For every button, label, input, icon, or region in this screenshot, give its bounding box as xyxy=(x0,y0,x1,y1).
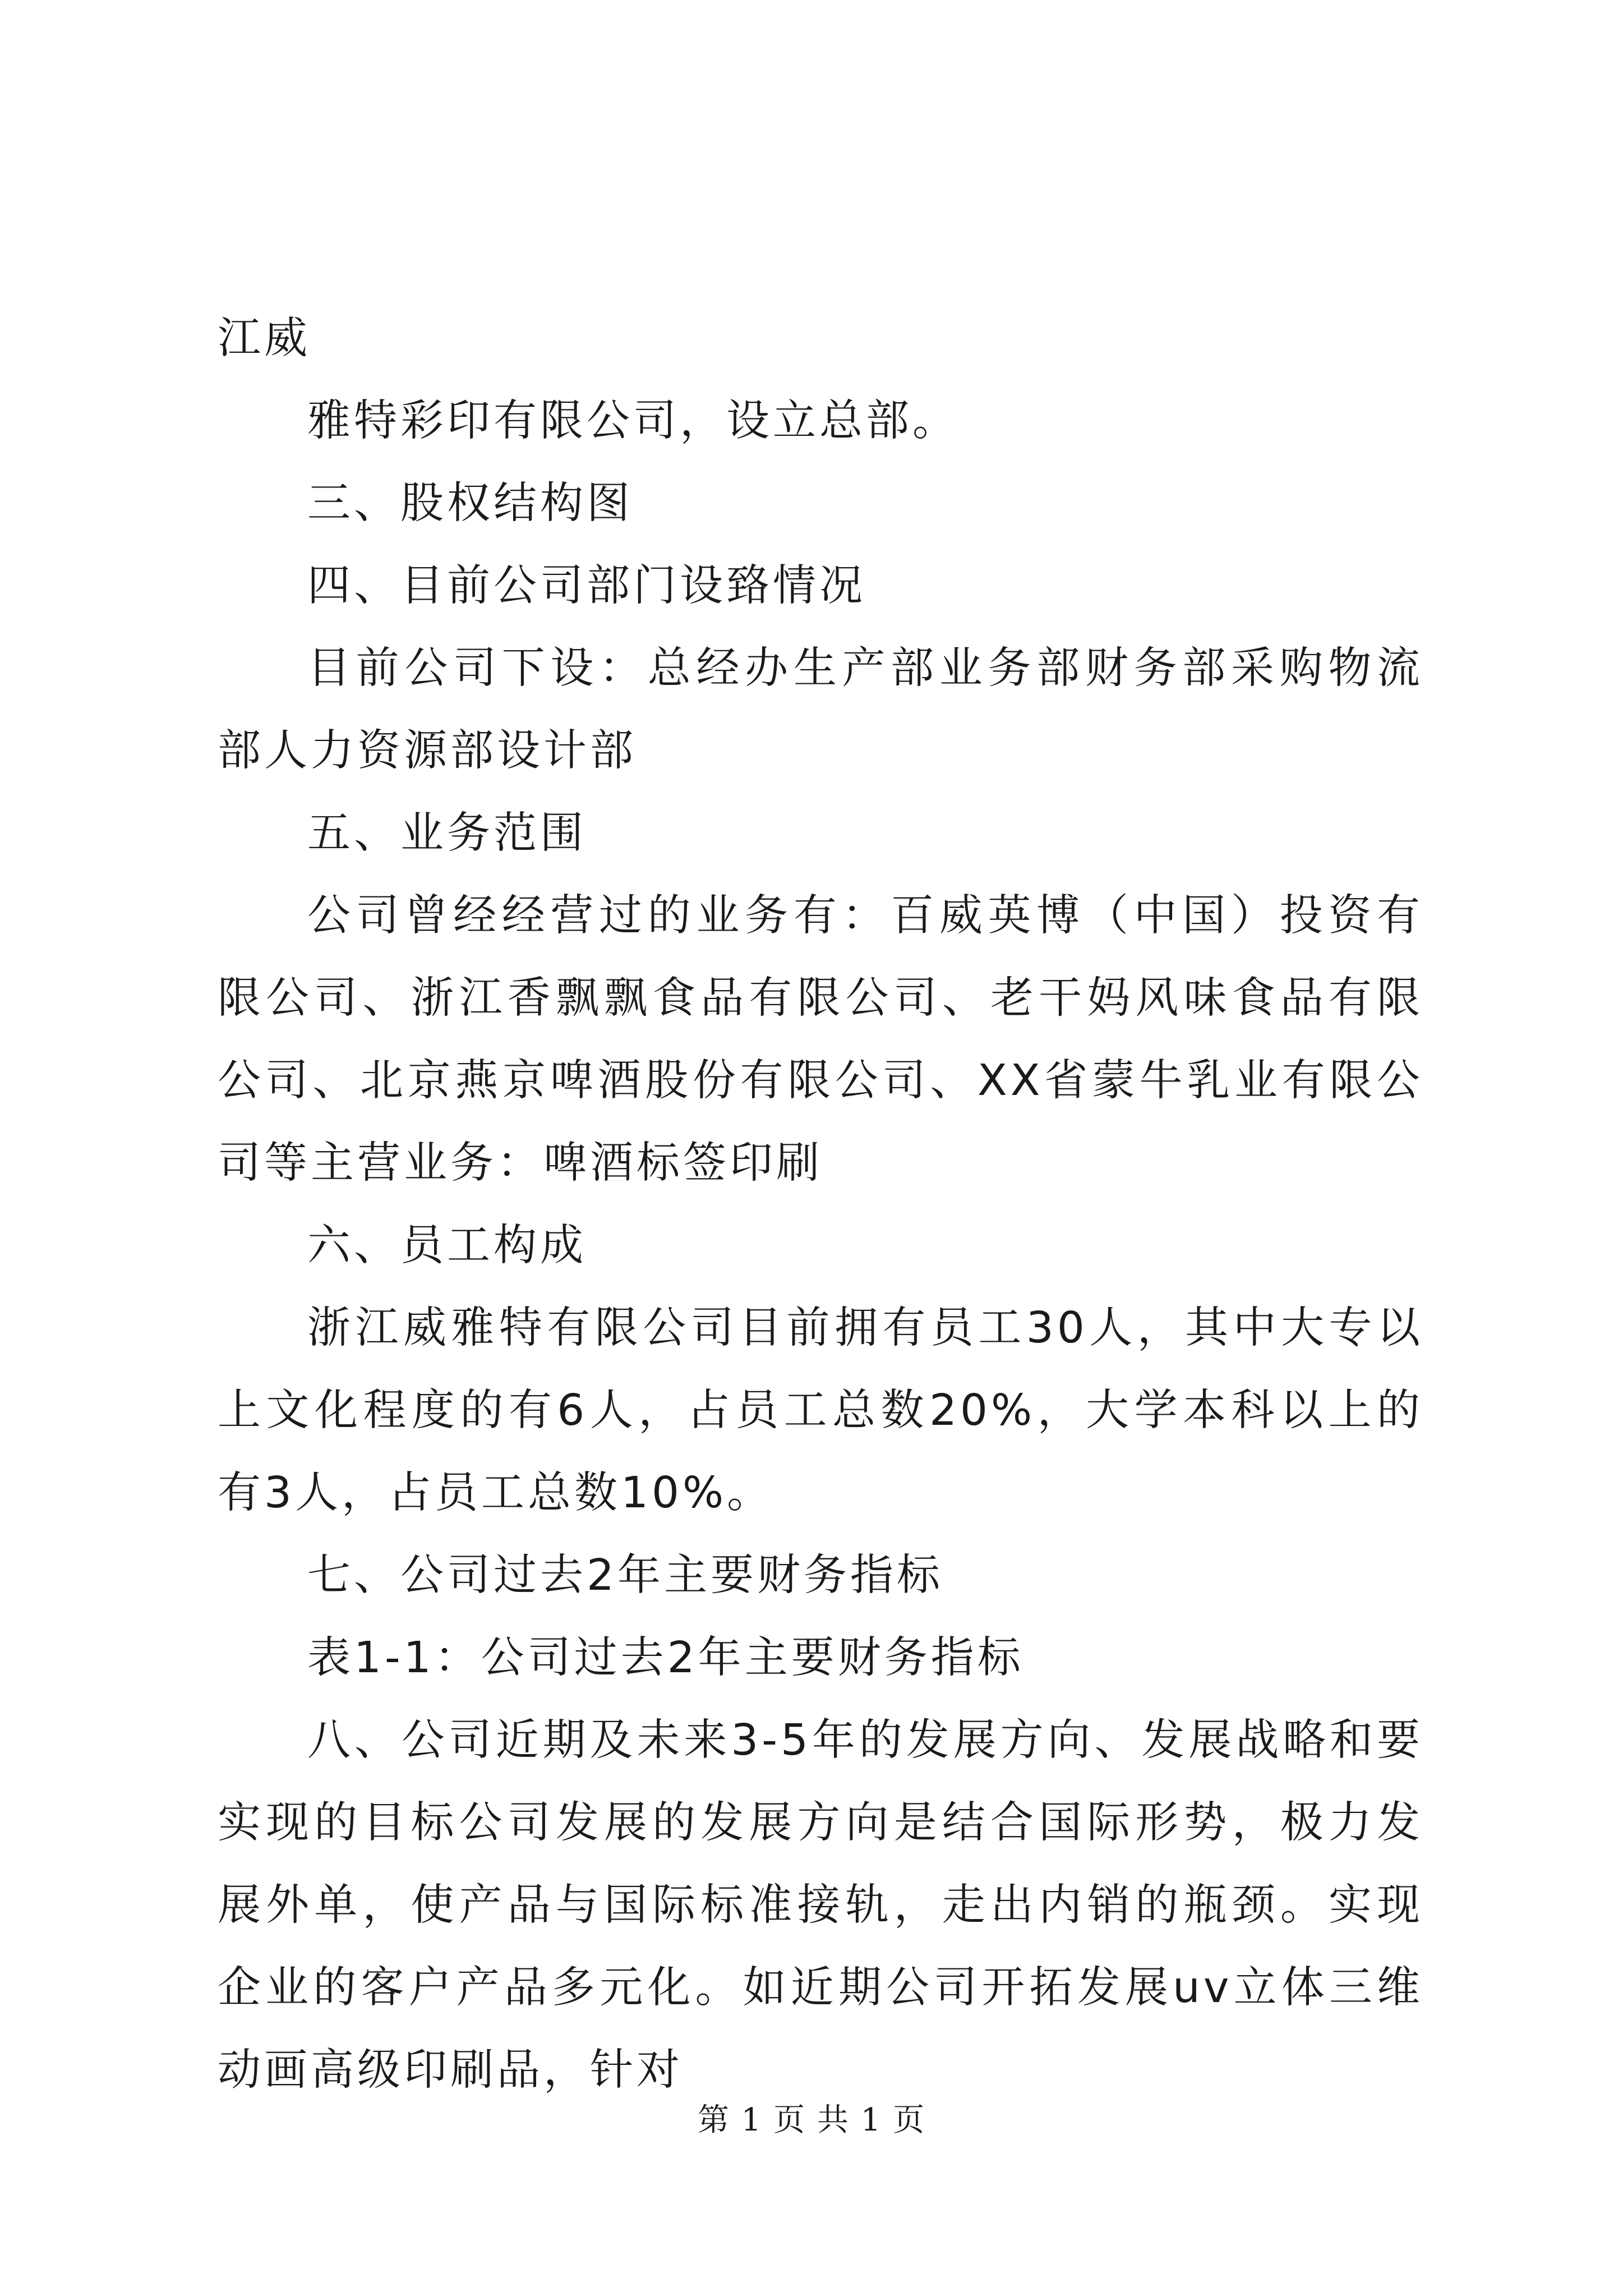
paragraph-business-scope: 公司曾经经营过的业务有：百威英博（中国）投资有限公司、浙江香飘飘食品有限公司、老干妈风味食品有限公司、北京燕京啤酒股份有限公司、XX省蒙牛乳业有限公司等主营业务：啤酒标签印刷 xyxy=(218,891,1423,1188)
document-body xyxy=(218,297,1423,2111)
heading-departments: 四、目前公司部门设臵情况 xyxy=(307,561,866,611)
paragraph-development: 八、公司近期及未来3-5年的发展方向、发展战略和要实现的目标公司发展的发展方向是结合国际形势，极力发展外单，使产品与国际标准接轨，走出内销的瓶颈。实现企业的客户产品多元化。如近期公司开拓发展uv立体三维动画高级印刷品，针对 xyxy=(218,1715,1423,2095)
paragraph-staff: 浙江威雅特有限公司目前拥有员工30人，其中大专以上文化程度的有6人，占员工总数20%，大学本科以上的有3人，占员工总数10%。 xyxy=(218,1303,1423,1518)
table-caption: 表1-1：公司过去2年主要财务指标 xyxy=(307,1633,1024,1683)
paragraph-2: 雅特彩印有限公司，设立总部。 xyxy=(307,396,959,446)
heading-financials: 七、公司过去2年主要财务指标 xyxy=(307,1550,943,1600)
paragraph-1: 江威 xyxy=(218,314,311,364)
paragraph-departments: 目前公司下设：总经办生产部业务部财务部采购物流部人力资源部设计部 xyxy=(218,643,1423,776)
heading-business-scope: 五、业务范围 xyxy=(307,808,587,858)
heading-equity-structure: 三、股权结构图 xyxy=(307,478,633,528)
page-footer: 第 1 页 共 1 页 xyxy=(697,2102,926,2138)
heading-staff: 六、员工构成 xyxy=(307,1221,587,1271)
